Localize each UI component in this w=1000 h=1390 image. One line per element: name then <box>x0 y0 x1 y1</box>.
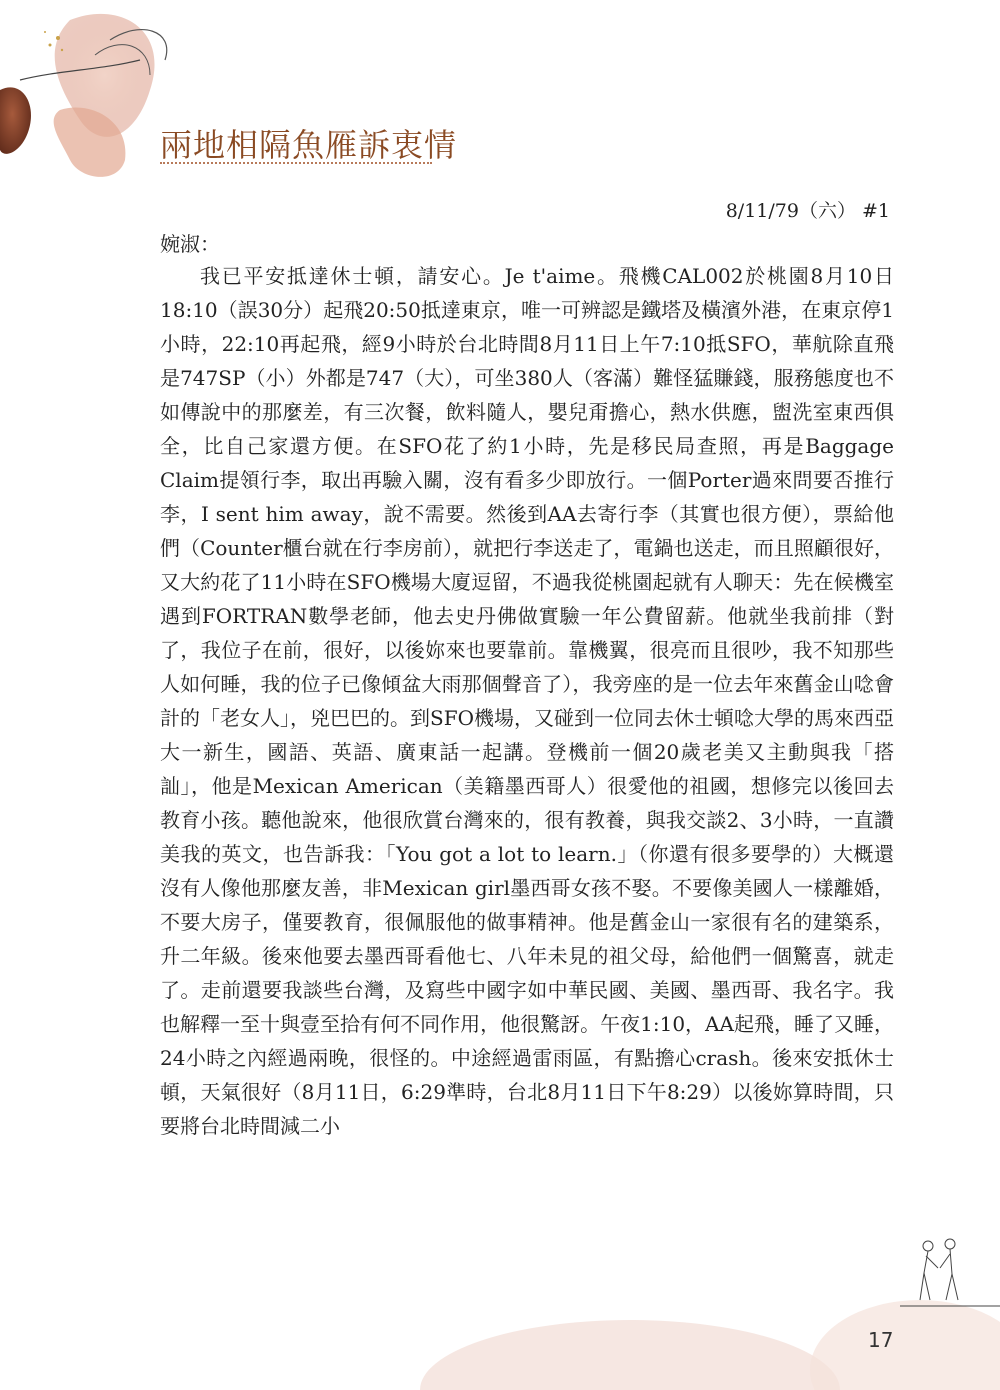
watercolor-flower-icon <box>0 0 300 200</box>
page-number: 17 <box>868 1328 894 1352</box>
page-title: 兩地相隔魚雁訴衷情 <box>160 126 458 164</box>
couple-walking-icon <box>900 1238 1000 1310</box>
letter-body: 我已平安抵達休士頓，請安心。Je t'aime。飛機CAL002於桃園8月10日18:10（誤30分）起飛20:50抵達東京，唯一可辨認是鐵塔及橫濱外港，在東京停1小時，22:10再起飛，經9小時於台北時間8月11日上午7:10抵SFO，華航除直飛是747SP（小）外都是747（大），可坐380人（客滿）難怪猛賺錢，服務態度也不如傳說中的那麼差，有三次餐，飲料隨人，嬰兒甭擔心，熱水供應，盥洗室東西俱全，比自己家還方便。在SFO花了約1小時，先是移民局查照，再是Baggage Claim提領行李，取出再驗入關，沒有看多少即放行。一個Porter過來問要否推行李，I sent him away，說不需要。然後到AA去寄行李（其實也很方便），票給他們（Counter櫃台就在行李房前），就把行李送走了，電鍋也送走，而且照顧很好，又大約花了11小時在SFO機場大廈逗留，不過我從桃園起就有人聊天：先在候機室遇到FORTRAN數學老師，他去史丹佛做實驗一年公費留薪。他就坐我前排（對了，我位子在前，很好，以後妳來也要靠前。靠機翼，很亮而且很吵，我不知那些人如何睡，我的位子已像傾盆大雨那個聲音了），我旁座的是一位去年來舊金山唸會計的「老女人」，兇巴巴的。到SFO機場，又碰到一位同去休士頓唸大學的馬來西亞大一新生，國語、英語、廣東話一起講。登機前一個20歲老美又主動與我「搭訕」，他是Mexican American（美籍墨西哥人）很愛他的祖國，想修完以後回去教育小孩。聽他說來，他很欣賞台灣來的，很有教養，與我交談2、3小時，一直讚美我的英文，也告訴我：「You got a lot to learn.」（你還有很多要學的）大概還沒有人像他那麼友善，非Mexican girl墨西哥女孩不娶。不要像美國人一樣離婚，不要大房子，僅要教育，很佩服他的做事精神。他是舊金山一家很有名的建築系，升二年級。後來他要去墨西哥看他七、八年未見的祖父母，給他們一個驚喜，就走了。走前還要我談些台灣，及寫些中國字如中華民國、美國、墨西哥、我名字。我也解釋一至十與壹至拾有何不同作用，他很驚訝。午夜1:10，AA起飛，睡了又睡，24小時之內經過兩晚，很怪的。中途經過雷雨區，有點擔心crash。後來安抵休士頓，天氣很好（8月11日，6:29準時，台北8月11日下午8:29）以後妳算時間，只要將台北時間減二小 <box>160 264 894 1138</box>
letter-date: 8/11/79（六） #1 <box>725 200 890 222</box>
watercolor-wash-decoration <box>0 1190 1000 1390</box>
title-underline <box>160 162 432 164</box>
letter-greeting: 婉淑： <box>160 232 220 256</box>
